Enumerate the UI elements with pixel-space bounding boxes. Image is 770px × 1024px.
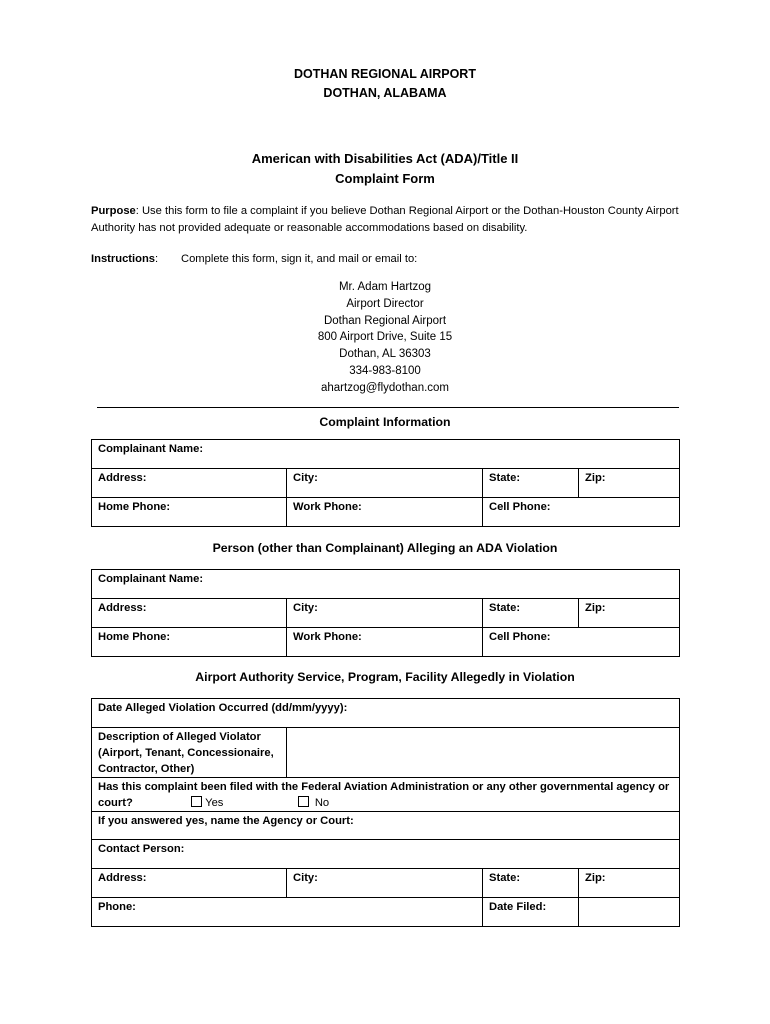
purpose-paragraph [91, 203, 691, 236]
cell-phone-field[interactable]: Cell Phone: [483, 498, 680, 527]
home-phone-field[interactable]: Home Phone: [92, 498, 287, 527]
other-state-field[interactable]: State: [483, 599, 579, 628]
agency-address-field[interactable]: Address: [92, 869, 287, 898]
violator-description-field[interactable] [287, 728, 680, 778]
address-line: Dothan Regional Airport [323, 314, 447, 327]
instructions-colon: : [155, 253, 159, 265]
address-line: Dothan, AL 36303 [339, 348, 431, 361]
complainant-name-field[interactable]: Complainant Name: [92, 440, 680, 469]
yes-label: Yes [205, 797, 224, 809]
purpose-text: : Use this form to file a complaint if you believe Dothan Regional Airport or the Dothan-Houston County Airport Authority has not provided adequate or reasonable accommodations based on disability. [91, 205, 679, 234]
form-title: American with Disabilities Act (ADA)/Title II [251, 151, 519, 166]
contact-person-field[interactable]: Contact Person: [92, 840, 680, 869]
airport-location: DOTHAN, ALABAMA [323, 86, 447, 100]
agency-phone-field[interactable]: Phone: [92, 898, 483, 927]
address-field[interactable]: Address: [92, 469, 287, 498]
violation-table [91, 698, 680, 927]
violator-description-label: Description of Alleged Violator (Airport, Tenant, Concessionaire, Contractor, Other) [92, 728, 287, 778]
no-checkbox[interactable] [298, 796, 309, 807]
date-filed-label: Date Filed: [483, 898, 579, 927]
no-label: No [314, 797, 330, 809]
form-subtitle: Complaint Form [335, 171, 435, 186]
address-line: Mr. Adam Hartzog [338, 281, 432, 293]
agency-zip-field[interactable]: Zip: [579, 869, 680, 898]
filed-question-cell [92, 778, 680, 812]
other-address-field[interactable]: Address: [92, 599, 287, 628]
mailing-address [0, 279, 770, 397]
address-line: Airport Director [346, 297, 424, 310]
filed-question: Has this complaint been filed with the Federal Aviation Administration or any other governmental agency or court? [98, 781, 670, 809]
airport-name: DOTHAN REGIONAL AIRPORT [294, 67, 476, 81]
other-person-table [91, 569, 680, 657]
agency-city-field[interactable]: City: [287, 869, 483, 898]
address-line: 334-983-8100 [349, 364, 421, 377]
other-home-phone-field[interactable]: Home Phone: [92, 628, 287, 657]
city-field[interactable]: City: [287, 469, 483, 498]
other-city-field[interactable]: City: [287, 599, 483, 628]
instructions-text: Complete this form, sign it, and mail or email to: [181, 253, 418, 265]
instructions-line [91, 251, 691, 268]
date-filed-field[interactable] [579, 898, 680, 927]
yes-checkbox[interactable] [191, 796, 202, 807]
agency-state-field[interactable]: State: [483, 869, 579, 898]
violation-date-field[interactable]: Date Alleged Violation Occurred (dd/mm/yyyy): [92, 699, 680, 728]
instructions-label: Instructions [91, 253, 156, 265]
section-title-violation: Airport Authority Service, Program, Facility Allegedly in Violation [195, 670, 575, 684]
section-title-complaint-info: Complaint Information [319, 415, 451, 429]
other-work-phone-field[interactable]: Work Phone: [287, 628, 483, 657]
section-title-other-person: Person (other than Complainant) Alleging an ADA Violation [212, 541, 558, 555]
other-zip-field[interactable]: Zip: [579, 599, 680, 628]
purpose-label: Purpose [91, 205, 136, 217]
other-complainant-name-field[interactable]: Complainant Name: [92, 570, 680, 599]
divider [97, 407, 679, 408]
complaint-info-table [91, 439, 680, 527]
address-email[interactable]: ahartzog@flydothan.com [320, 381, 450, 394]
work-phone-field[interactable]: Work Phone: [287, 498, 483, 527]
state-field[interactable]: State: [483, 469, 579, 498]
agency-field[interactable]: If you answered yes, name the Agency or Court: [92, 812, 680, 840]
address-line: 800 Airport Drive, Suite 15 [317, 331, 453, 344]
other-cell-phone-field[interactable]: Cell Phone: [483, 628, 680, 657]
zip-field[interactable]: Zip: [579, 469, 680, 498]
